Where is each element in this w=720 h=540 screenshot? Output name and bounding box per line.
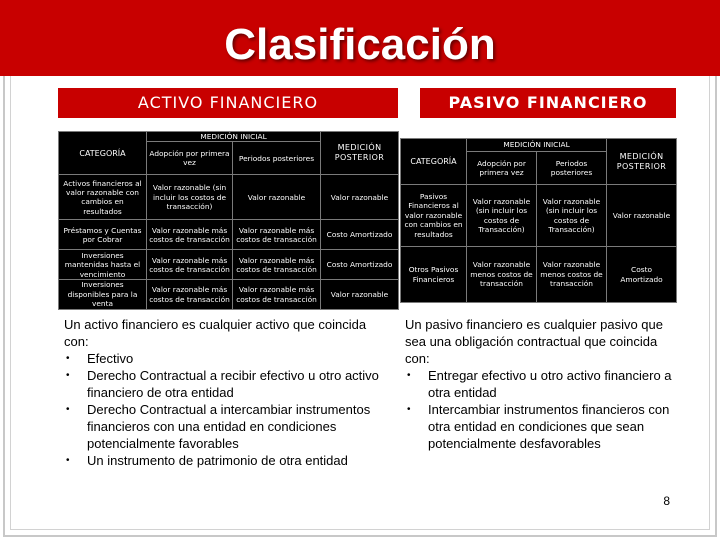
row-posterior: Valor razonable <box>321 175 399 220</box>
header-initial-measurement: MEDICIÓN INICIAL <box>467 139 607 152</box>
bullet-icon: • <box>407 404 411 415</box>
list-item <box>405 367 675 401</box>
row-first-time: Valor razonable más costos de transacción <box>147 280 233 309</box>
header-later-periods: Periodos posteriores <box>233 142 321 175</box>
bullet-text: Efectivo <box>87 351 134 366</box>
table-header-row <box>59 132 399 142</box>
header-later-periods: Periodos posteriores <box>537 152 607 185</box>
row-category: Inversiones mantenidas hasta el vencimiento <box>59 250 147 280</box>
table-row <box>59 280 399 309</box>
list-item <box>64 452 386 469</box>
header-first-time: Adopción por primera vez <box>147 142 233 175</box>
row-category: Otros Pasivos Financieros <box>401 247 467 303</box>
row-first-time: Valor razonable más costos de transacción <box>147 250 233 280</box>
bullet-text: Intercambiar instrumentos financieros con otra entidad en condiciones que sean potencialmente desfavorables <box>428 402 670 451</box>
header-posterior-measurement: MEDICIÓN POSTERIOR <box>321 132 399 175</box>
list-item <box>64 350 386 367</box>
row-category: Préstamos y Cuentas por Cobrar <box>59 220 147 250</box>
bullet-text: Un instrumento de patrimonio de otra entidad <box>87 453 348 468</box>
row-posterior: Costo Amortizado <box>321 250 399 280</box>
activo-bullet-list <box>64 350 386 469</box>
bullet-text: Derecho Contractual a intercambiar instrumentos financieros con una entidad en condiciones potencialmente favorables <box>87 402 371 451</box>
list-item <box>64 401 386 452</box>
page-number: 8 <box>663 494 670 508</box>
activo-description <box>64 316 386 469</box>
row-first-time: Valor razonable (sin incluir los costos de transacción) <box>147 175 233 220</box>
table-row <box>401 185 677 247</box>
row-posterior: Costo Amortizado <box>321 220 399 250</box>
pasivo-definition: Un pasivo financiero es cualquier pasivo que sea una obligación contractual que coincida con: <box>405 317 663 366</box>
activo-definition: Un activo financiero es cualquier activo que coincida con: <box>64 317 367 349</box>
row-posterior: Valor razonable <box>321 280 399 309</box>
bullet-icon: • <box>66 353 70 364</box>
bullet-icon: • <box>66 370 70 381</box>
row-first-time: Valor razonable menos costos de transacción <box>467 247 537 303</box>
header-category: CATEGORÍA <box>401 139 467 185</box>
row-later: Valor razonable (sin incluir los costos de Transacción) <box>537 185 607 247</box>
row-first-time: Valor razonable más costos de transacción <box>147 220 233 250</box>
row-posterior: Valor razonable <box>607 185 677 247</box>
row-later: Valor razonable <box>233 175 321 220</box>
row-later: Valor razonable más costos de transacción <box>233 250 321 280</box>
row-posterior: Costo Amortizado <box>607 247 677 303</box>
row-category: Activos financieros al valor razonable con cambios en resultados <box>59 175 147 220</box>
row-category: Pasivos Financieros al valor razonable con cambios en resultados <box>401 185 467 247</box>
bullet-icon: • <box>407 370 411 381</box>
table-row <box>59 220 399 250</box>
row-category: Inversiones disponibles para la venta <box>59 280 147 309</box>
pasivo-description <box>405 316 675 452</box>
header-first-time: Adopción por primera vez <box>467 152 537 185</box>
slide-title: Clasificación <box>224 20 496 69</box>
header-posterior-measurement: MEDICIÓN POSTERIOR <box>607 139 677 185</box>
activo-financiero-band: ACTIVO FINANCIERO <box>58 88 398 118</box>
list-item <box>64 367 386 401</box>
pasivo-financiero-table <box>400 138 677 303</box>
bullet-icon: • <box>66 455 70 466</box>
pasivo-financiero-band: PASIVO FINANCIERO <box>420 88 676 118</box>
bullet-text: Entregar efectivo u otro activo financiero a otra entidad <box>428 368 672 400</box>
table-row <box>59 175 399 220</box>
row-later: Valor razonable más costos de transacción <box>233 220 321 250</box>
row-first-time: Valor razonable (sin incluir los costos de Transacción) <box>467 185 537 247</box>
header-category: CATEGORÍA <box>59 132 147 175</box>
bullet-text: Derecho Contractual a recibir efectivo u otro activo financiero de otra entidad <box>87 368 379 400</box>
row-later: Valor razonable menos costos de transacción <box>537 247 607 303</box>
row-later: Valor razonable más costos de transacción <box>233 280 321 309</box>
table-header-row <box>401 139 677 152</box>
list-item <box>405 401 675 452</box>
activo-financiero-table <box>58 131 399 310</box>
pasivo-bullet-list <box>405 367 675 452</box>
table-row <box>401 247 677 303</box>
bullet-icon: • <box>66 404 70 415</box>
header-initial-measurement: MEDICIÓN INICIAL <box>147 132 321 142</box>
table-row <box>59 250 399 280</box>
